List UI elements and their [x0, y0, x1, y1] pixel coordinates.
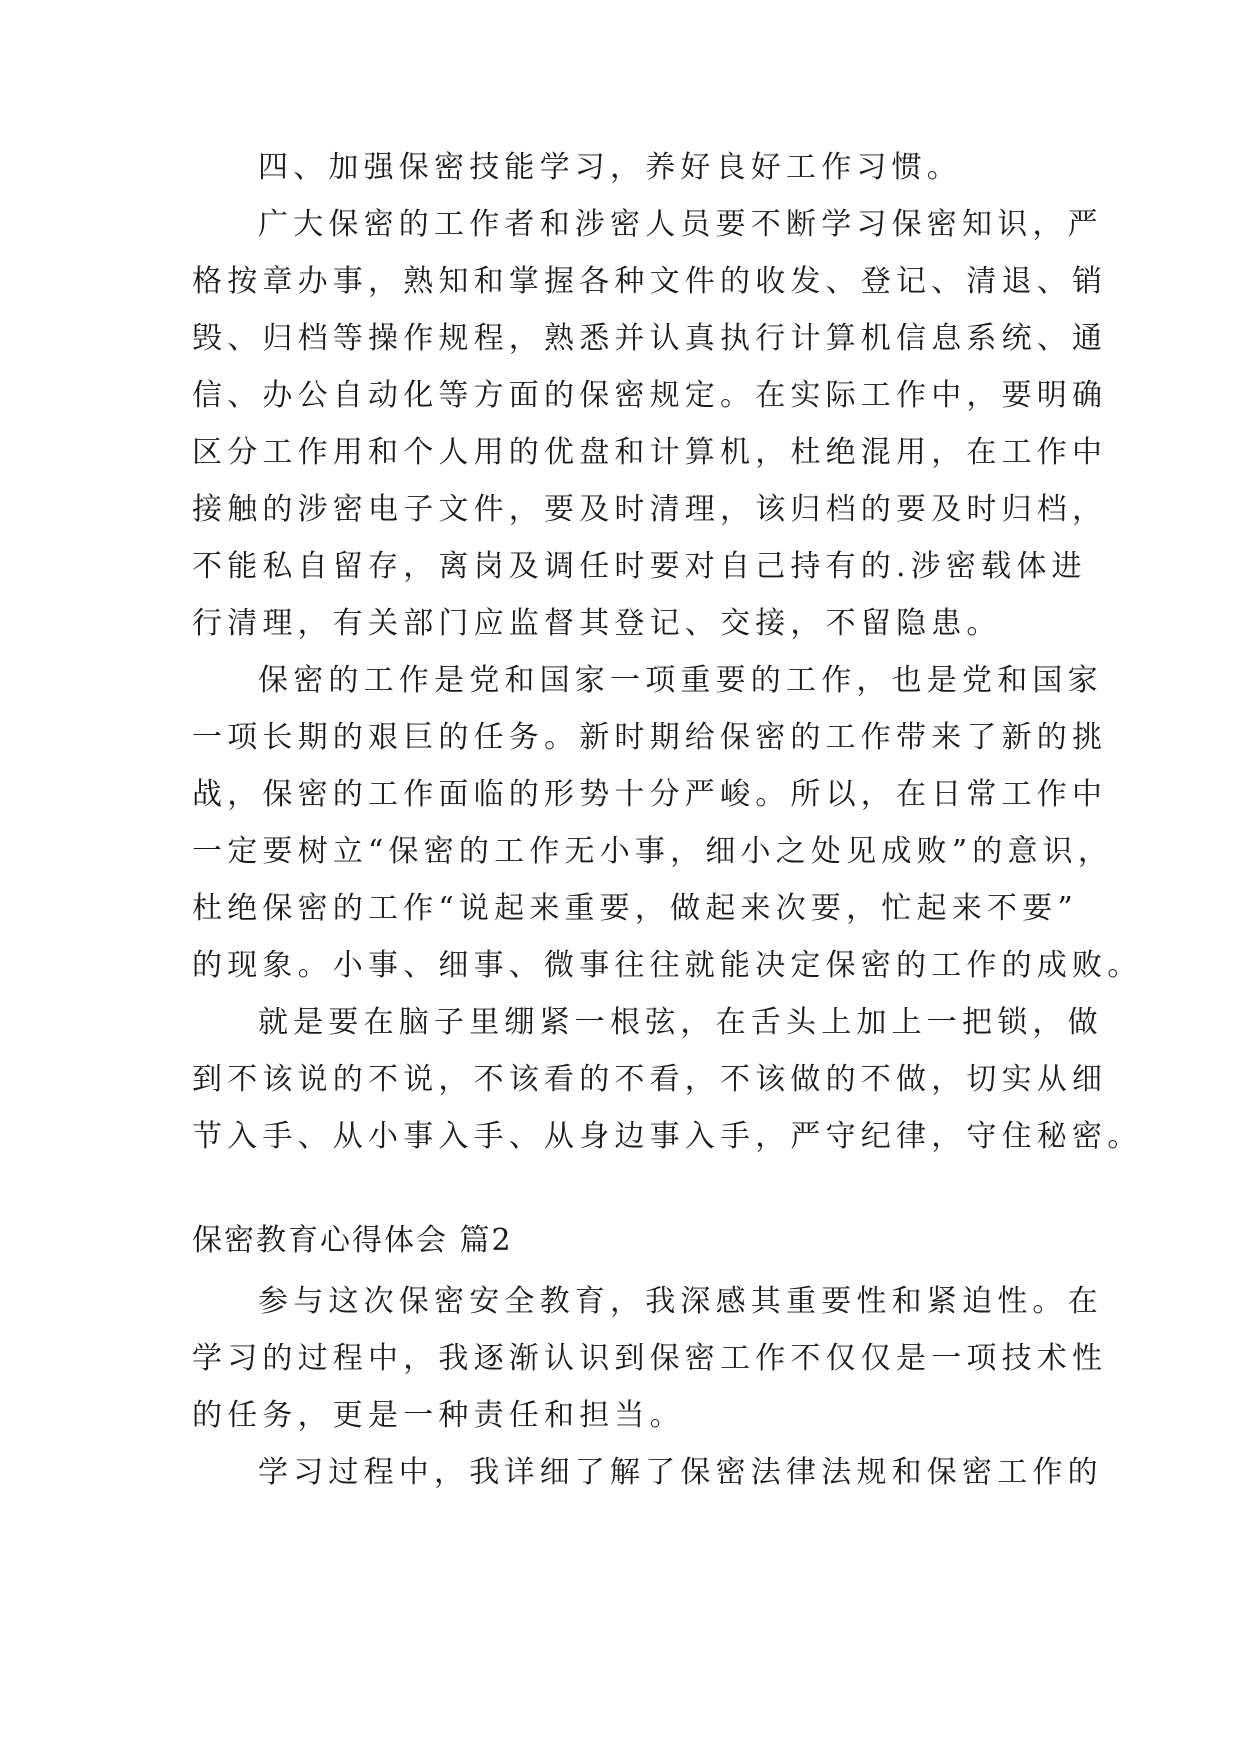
- paragraph-line: 到不该说的不说，不该看的不看，不该做的不做，切实从细: [192, 1062, 1108, 1097]
- paragraph-line: 区分工作用和个人用的优盘和计算机，杜绝混用，在工作中: [192, 435, 1108, 470]
- section-heading: 保密教育心得体会 篇2: [192, 1223, 513, 1258]
- paragraph-line: 的任务，更是一种责任和担当。: [192, 1398, 685, 1433]
- paragraph-line: 杜绝保密的工作“说起来重要，做起来次要，忙起来不要”: [192, 891, 1078, 926]
- paragraph-line: 学习过程中，我详细了解了保密法律法规和保密工作的: [258, 1455, 1103, 1490]
- paragraph-line: 不能私自留存，离岗及调任时要对自己持有的.涉密载体进: [192, 549, 1087, 584]
- paragraph-line: 格按章办事，熟知和掌握各种文件的收发、登记、清退、销: [192, 264, 1108, 299]
- paragraph-line: 节入手、从小事入手、从身边事入手，严守纪律，守住秘密。: [192, 1119, 1143, 1154]
- paragraph-line: 一定要树立“保密的工作无小事，细小之处见成败”的意识，: [192, 834, 1114, 869]
- paragraph-line: 战，保密的工作面临的形势十分严峻。所以，在日常工作中: [192, 777, 1108, 812]
- paragraph-line: 保密的工作是党和国家一项重要的工作，也是党和国家: [258, 663, 1103, 698]
- paragraph-heading-line: 四、加强保密技能学习，养好良好工作习惯。: [258, 150, 962, 185]
- paragraph-line: 就是要在脑子里绷紧一根弦，在舌头上加上一把锁，做: [258, 1005, 1103, 1040]
- paragraph-line: 参与这次保密安全教育，我深感其重要性和紧迫性。在: [258, 1284, 1103, 1319]
- paragraph-line: 信、办公自动化等方面的保密规定。在实际工作中，要明确: [192, 378, 1108, 413]
- paragraph-line: 广大保密的工作者和涉密人员要不断学习保密知识，严: [258, 207, 1103, 242]
- paragraph-line: 接触的涉密电子文件，要及时清理，该归档的要及时归档，: [192, 492, 1108, 527]
- paragraph-line: 的现象。小事、细事、微事往往就能决定保密的工作的成败。: [192, 948, 1143, 983]
- paragraph-line: 毁、归档等操作规程，熟悉并认真执行计算机信息系统、通: [192, 321, 1108, 356]
- paragraph-line: 一项长期的艰巨的任务。新时期给保密的工作带来了新的挑: [192, 720, 1108, 755]
- paragraph-line: 学习的过程中，我逐渐认识到保密工作不仅仅是一项技术性: [192, 1341, 1108, 1376]
- paragraph-line: 行清理，有关部门应监督其登记、交接，不留隐患。: [192, 606, 1002, 641]
